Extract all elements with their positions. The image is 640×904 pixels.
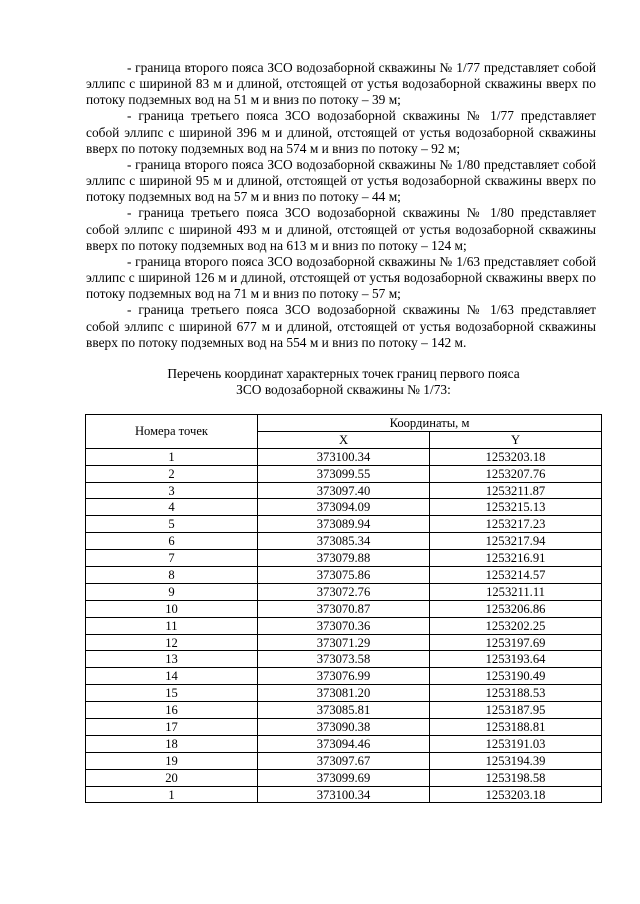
point-number-cell: 1	[86, 448, 258, 465]
y-coordinate-cell: 1253214.57	[430, 567, 602, 584]
point-number-cell: 1	[86, 786, 258, 803]
point-number-cell: 10	[86, 600, 258, 617]
paragraph-zone2-well-1-77: - граница второго пояса ЗСО водозаборной скважины № 1/77 представляет собой эллипс с шириной 83 м и длиной, отстоящей от устья водозаборной скважины вверх по потоку подземных вод на 51 м и вниз по потоку – 39 м;	[86, 60, 596, 108]
table-row	[86, 617, 602, 634]
table-row	[86, 567, 602, 584]
x-coordinate-cell: 373099.69	[258, 769, 430, 786]
y-coordinate-cell: 1253211.87	[430, 482, 602, 499]
point-number-cell: 19	[86, 752, 258, 769]
table-row	[86, 600, 602, 617]
paragraph-zone2-well-1-63: - граница второго пояса ЗСО водозаборной скважины № 1/63 представляет собой эллипс с шириной 126 м и длиной, отстоящей от устья водозаборной скважины вверх по потоку подземных вод на 71 м и вниз по потоку – 57 м;	[86, 253, 596, 302]
x-coordinate-cell: 373079.88	[258, 550, 430, 567]
y-coordinate-cell: 1253203.18	[430, 448, 602, 465]
y-coordinate-cell: 1253191.03	[430, 735, 602, 752]
x-coordinate-cell: 373070.87	[258, 600, 430, 617]
point-number-cell: 11	[86, 617, 258, 634]
x-coordinate-cell: 373070.36	[258, 617, 430, 634]
table-row	[86, 482, 602, 499]
x-coordinate-cell: 373100.34	[258, 448, 430, 465]
x-coordinate-cell: 373097.40	[258, 482, 430, 499]
x-coordinate-cell: 373076.99	[258, 668, 430, 685]
table-row	[86, 786, 602, 803]
paragraph-zone3-well-1-77: - граница третьего пояса ЗСО водозаборной скважины № 1/77 представляет собой эллипс с шириной 396 м и длиной, отстоящей от устья водозаборной скважины вверх по потоку подземных вод на 574 м и вниз по потоку – 92 м;	[86, 108, 596, 156]
x-coordinate-cell: 373094.46	[258, 735, 430, 752]
header-point-numbers: Номера точек	[86, 415, 258, 449]
point-number-cell: 13	[86, 651, 258, 668]
x-coordinate-cell: 373099.55	[258, 465, 430, 482]
point-number-cell: 17	[86, 719, 258, 736]
table-row	[86, 651, 602, 668]
body-text	[86, 60, 596, 351]
paragraph-zone3-well-1-63: - граница третьего пояса ЗСО водозаборной скважины № 1/63 представляет собой эллипс с шириной 677 м и длиной, отстоящей от устья водозаборной скважины вверх по потоку подземных вод на 554 м и вниз по потоку – 142 м.	[86, 302, 596, 350]
paragraph-zone2-well-1-80: - граница второго пояса ЗСО водозаборной скважины № 1/80 представляет собой эллипс с шириной 95 м и длиной, отстоящей от устья водозаборной скважины вверх по потоку подземных вод на 57 м и вниз по потоку – 44 м;	[86, 156, 596, 205]
y-coordinate-cell: 1253203.18	[430, 786, 602, 803]
coordinates-table-body	[86, 448, 602, 803]
x-coordinate-cell: 373081.20	[258, 685, 430, 702]
point-number-cell: 16	[86, 702, 258, 719]
point-number-cell: 4	[86, 499, 258, 516]
y-coordinate-cell: 1253193.64	[430, 651, 602, 668]
table-row	[86, 685, 602, 702]
x-coordinate-cell: 373094.09	[258, 499, 430, 516]
point-number-cell: 7	[86, 550, 258, 567]
x-coordinate-cell: 373072.76	[258, 583, 430, 600]
table-row	[86, 465, 602, 482]
point-number-cell: 6	[86, 533, 258, 550]
x-coordinate-cell: 373075.86	[258, 567, 430, 584]
caption-line-1: Перечень координат характерных точек границ первого пояса	[167, 366, 520, 381]
y-coordinate-cell: 1253198.58	[430, 769, 602, 786]
x-coordinate-cell: 373089.94	[258, 516, 430, 533]
point-number-cell: 8	[86, 567, 258, 584]
point-number-cell: 3	[86, 482, 258, 499]
x-coordinate-cell: 373097.67	[258, 752, 430, 769]
table-row	[86, 668, 602, 685]
x-coordinate-cell: 373085.34	[258, 533, 430, 550]
table-row	[86, 719, 602, 736]
x-coordinate-cell: 373090.38	[258, 719, 430, 736]
table-row	[86, 448, 602, 465]
table-row	[86, 752, 602, 769]
header-x: X	[258, 431, 430, 448]
point-number-cell: 5	[86, 516, 258, 533]
caption-line-2: ЗСО водозаборной скважины № 1/73:	[236, 382, 451, 397]
point-number-cell: 18	[86, 735, 258, 752]
y-coordinate-cell: 1253188.53	[430, 685, 602, 702]
table-row	[86, 583, 602, 600]
point-number-cell: 20	[86, 769, 258, 786]
table-row	[86, 516, 602, 533]
y-coordinate-cell: 1253188.81	[430, 719, 602, 736]
point-number-cell: 12	[86, 634, 258, 651]
point-number-cell: 2	[86, 465, 258, 482]
table-row	[86, 769, 602, 786]
y-coordinate-cell: 1253206.86	[430, 600, 602, 617]
y-coordinate-cell: 1253197.69	[430, 634, 602, 651]
x-coordinate-cell: 373073.58	[258, 651, 430, 668]
y-coordinate-cell: 1253202.25	[430, 617, 602, 634]
paragraph-zone3-well-1-80: - граница третьего пояса ЗСО водозаборной скважины № 1/80 представляет собой эллипс с шириной 493 м и длиной, отстоящей от устья водозаборной скважины вверх по потоку подземных вод на 613 м и вниз по потоку – 124 м;	[86, 205, 596, 253]
header-coordinates: Координаты, м	[258, 415, 602, 432]
y-coordinate-cell: 1253217.94	[430, 533, 602, 550]
table-row	[86, 702, 602, 719]
x-coordinate-cell: 373071.29	[258, 634, 430, 651]
table-row	[86, 533, 602, 550]
coordinates-table	[85, 414, 602, 803]
point-number-cell: 14	[86, 668, 258, 685]
y-coordinate-cell: 1253207.76	[430, 465, 602, 482]
y-coordinate-cell: 1253211.11	[430, 583, 602, 600]
table-row	[86, 499, 602, 516]
point-number-cell: 9	[86, 583, 258, 600]
table-row	[86, 550, 602, 567]
y-coordinate-cell: 1253187.95	[430, 702, 602, 719]
header-y: Y	[430, 431, 602, 448]
y-coordinate-cell: 1253217.23	[430, 516, 602, 533]
table-caption	[86, 366, 601, 398]
y-coordinate-cell: 1253215.13	[430, 499, 602, 516]
table-row	[86, 735, 602, 752]
point-number-cell: 15	[86, 685, 258, 702]
y-coordinate-cell: 1253216.91	[430, 550, 602, 567]
x-coordinate-cell: 373100.34	[258, 786, 430, 803]
y-coordinate-cell: 1253190.49	[430, 668, 602, 685]
table-row	[86, 634, 602, 651]
y-coordinate-cell: 1253194.39	[430, 752, 602, 769]
x-coordinate-cell: 373085.81	[258, 702, 430, 719]
